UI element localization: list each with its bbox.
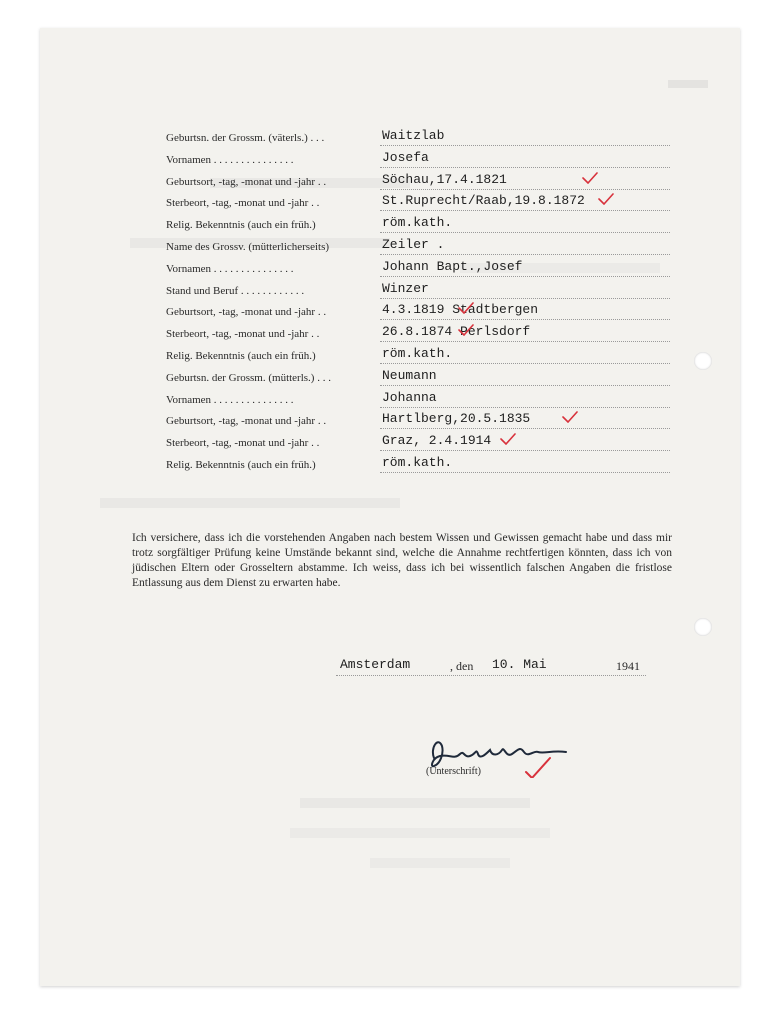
- date-line: [336, 675, 646, 676]
- row-value: Johanna: [382, 389, 437, 405]
- row-label: Vornamen . . . . . . . . . . . . . . .: [166, 393, 294, 406]
- row-label: Vornamen . . . . . . . . . . . . . . .: [166, 262, 294, 275]
- row-value: Zeiler .: [382, 237, 445, 252]
- check-mark-icon: [458, 302, 474, 314]
- row-value: Graz, 2.4.1914: [382, 433, 492, 449]
- row-value: Neumann: [382, 367, 437, 383]
- row-label: Sterbeort, -tag, -monat und -jahr . .: [166, 197, 320, 210]
- row-label: Geburtsort, -tag, -monat und -jahr . .: [166, 306, 327, 319]
- bleed-through-mark: [300, 798, 530, 808]
- bleed-through-mark: [668, 80, 708, 88]
- place-value: Amsterdam: [340, 657, 411, 672]
- table-row: [40, 170, 740, 192]
- row-label: Name des Grossv. (mütterlicherseits): [166, 241, 330, 253]
- table-row: [40, 148, 740, 170]
- row-dotted-line: [380, 341, 670, 342]
- row-label: Geburtsn. der Grossm. (väterls.) . . .: [166, 132, 325, 144]
- row-dotted-line: [380, 145, 670, 146]
- check-mark-icon: [500, 433, 516, 445]
- row-dotted-line: [380, 385, 670, 386]
- declaration-text: Ich versichere, dass ich die vorstehenden Angaben nach bestem Wissen und Gewissen gemacht habe und dass mir trotz sorgfältiger Prüfung keine Umstände bekannt sind, welche die Annahme rechtfertigen könnten, dass ich von jüdischen Eltern oder Grosseltern abstamme. Ich weiss, dass ich bei wissentlich falschen Angaben die fristlose Entlassung aus dem Dienst zu erwarten habe.: [132, 532, 672, 589]
- table-row: [40, 388, 740, 410]
- row-dotted-line: [380, 232, 670, 233]
- table-row: [40, 322, 740, 344]
- row-label: Vornamen . . . . . . . . . . . . . . .: [166, 153, 294, 166]
- row-dotted-line: [380, 276, 670, 277]
- table-row: [40, 409, 740, 431]
- row-label: Geburtsort, -tag, -monat und -jahr . .: [166, 175, 327, 188]
- row-dotted-line: [380, 254, 670, 255]
- punch-hole: [694, 618, 712, 636]
- row-dotted-line: [380, 167, 670, 168]
- row-value: röm.kath.: [382, 215, 453, 231]
- row-value: Waitzlab: [382, 128, 445, 143]
- table-row: [40, 126, 740, 148]
- bleed-through-mark: [290, 828, 550, 838]
- check-mark-icon: [562, 411, 578, 423]
- row-dotted-line: [380, 319, 670, 320]
- row-label: Relig. Bekenntnis (auch ein früh.): [166, 459, 316, 471]
- row-label: Relig. Bekenntnis (auch ein früh.): [166, 350, 316, 362]
- table-row: [40, 213, 740, 235]
- date-value: 10. Mai: [492, 657, 547, 672]
- row-dotted-line: [380, 407, 670, 408]
- table-row: [40, 431, 740, 453]
- table-row: [40, 453, 740, 475]
- row-value: 26.8.1874 Perlsdorf: [382, 324, 531, 340]
- row-value: Johann Bapt.,Josef: [382, 258, 523, 274]
- row-value: 4.3.1819 Stadtbergen: [382, 302, 539, 318]
- table-row: [40, 300, 740, 322]
- table-row: [40, 279, 740, 301]
- row-label: Geburtsort, -tag, -monat und -jahr . .: [166, 415, 327, 428]
- bleed-through-mark: [370, 858, 510, 868]
- row-dotted-line: [380, 450, 670, 451]
- bleed-through-mark: [100, 498, 400, 508]
- table-row: [40, 257, 740, 279]
- signature-label: (Unterschrift): [426, 766, 481, 777]
- date-preposition: , den: [450, 659, 474, 673]
- row-dotted-line: [380, 428, 670, 429]
- row-label: Geburtsn. der Grossm. (mütterls.) . . .: [166, 371, 331, 384]
- row-value: Josefa: [382, 149, 429, 165]
- row-label: Sterbeort, -tag, -monat und -jahr . .: [166, 328, 320, 341]
- row-dotted-line: [380, 363, 670, 364]
- row-value: röm.kath.: [382, 346, 453, 361]
- year-value: 1941: [616, 659, 640, 673]
- row-dotted-line: [380, 189, 670, 190]
- row-value: Hartlberg,20.5.1835: [382, 411, 531, 427]
- row-label: Stand und Beruf . . . . . . . . . . . .: [166, 284, 305, 297]
- row-value: röm.kath.: [382, 455, 453, 470]
- row-dotted-line: [380, 210, 670, 211]
- table-row: [40, 235, 740, 257]
- punch-hole: [694, 352, 712, 370]
- check-mark-icon: [458, 324, 474, 336]
- check-mark-icon: [598, 193, 614, 205]
- row-dotted-line: [380, 472, 670, 473]
- table-row: [40, 366, 740, 388]
- row-value: Söchau,17.4.1821: [382, 171, 507, 187]
- row-value: Winzer: [382, 280, 429, 296]
- document-page: [40, 28, 740, 986]
- row-label: Sterbeort, -tag, -monat und -jahr . .: [166, 437, 320, 450]
- row-dotted-line: [380, 298, 670, 299]
- table-row: [40, 191, 740, 213]
- table-row: [40, 344, 740, 366]
- check-mark-icon: [582, 172, 598, 184]
- row-value: St.Ruprecht/Raab,19.8.1872: [382, 193, 585, 209]
- row-label: Relig. Bekenntnis (auch ein früh.): [166, 219, 316, 232]
